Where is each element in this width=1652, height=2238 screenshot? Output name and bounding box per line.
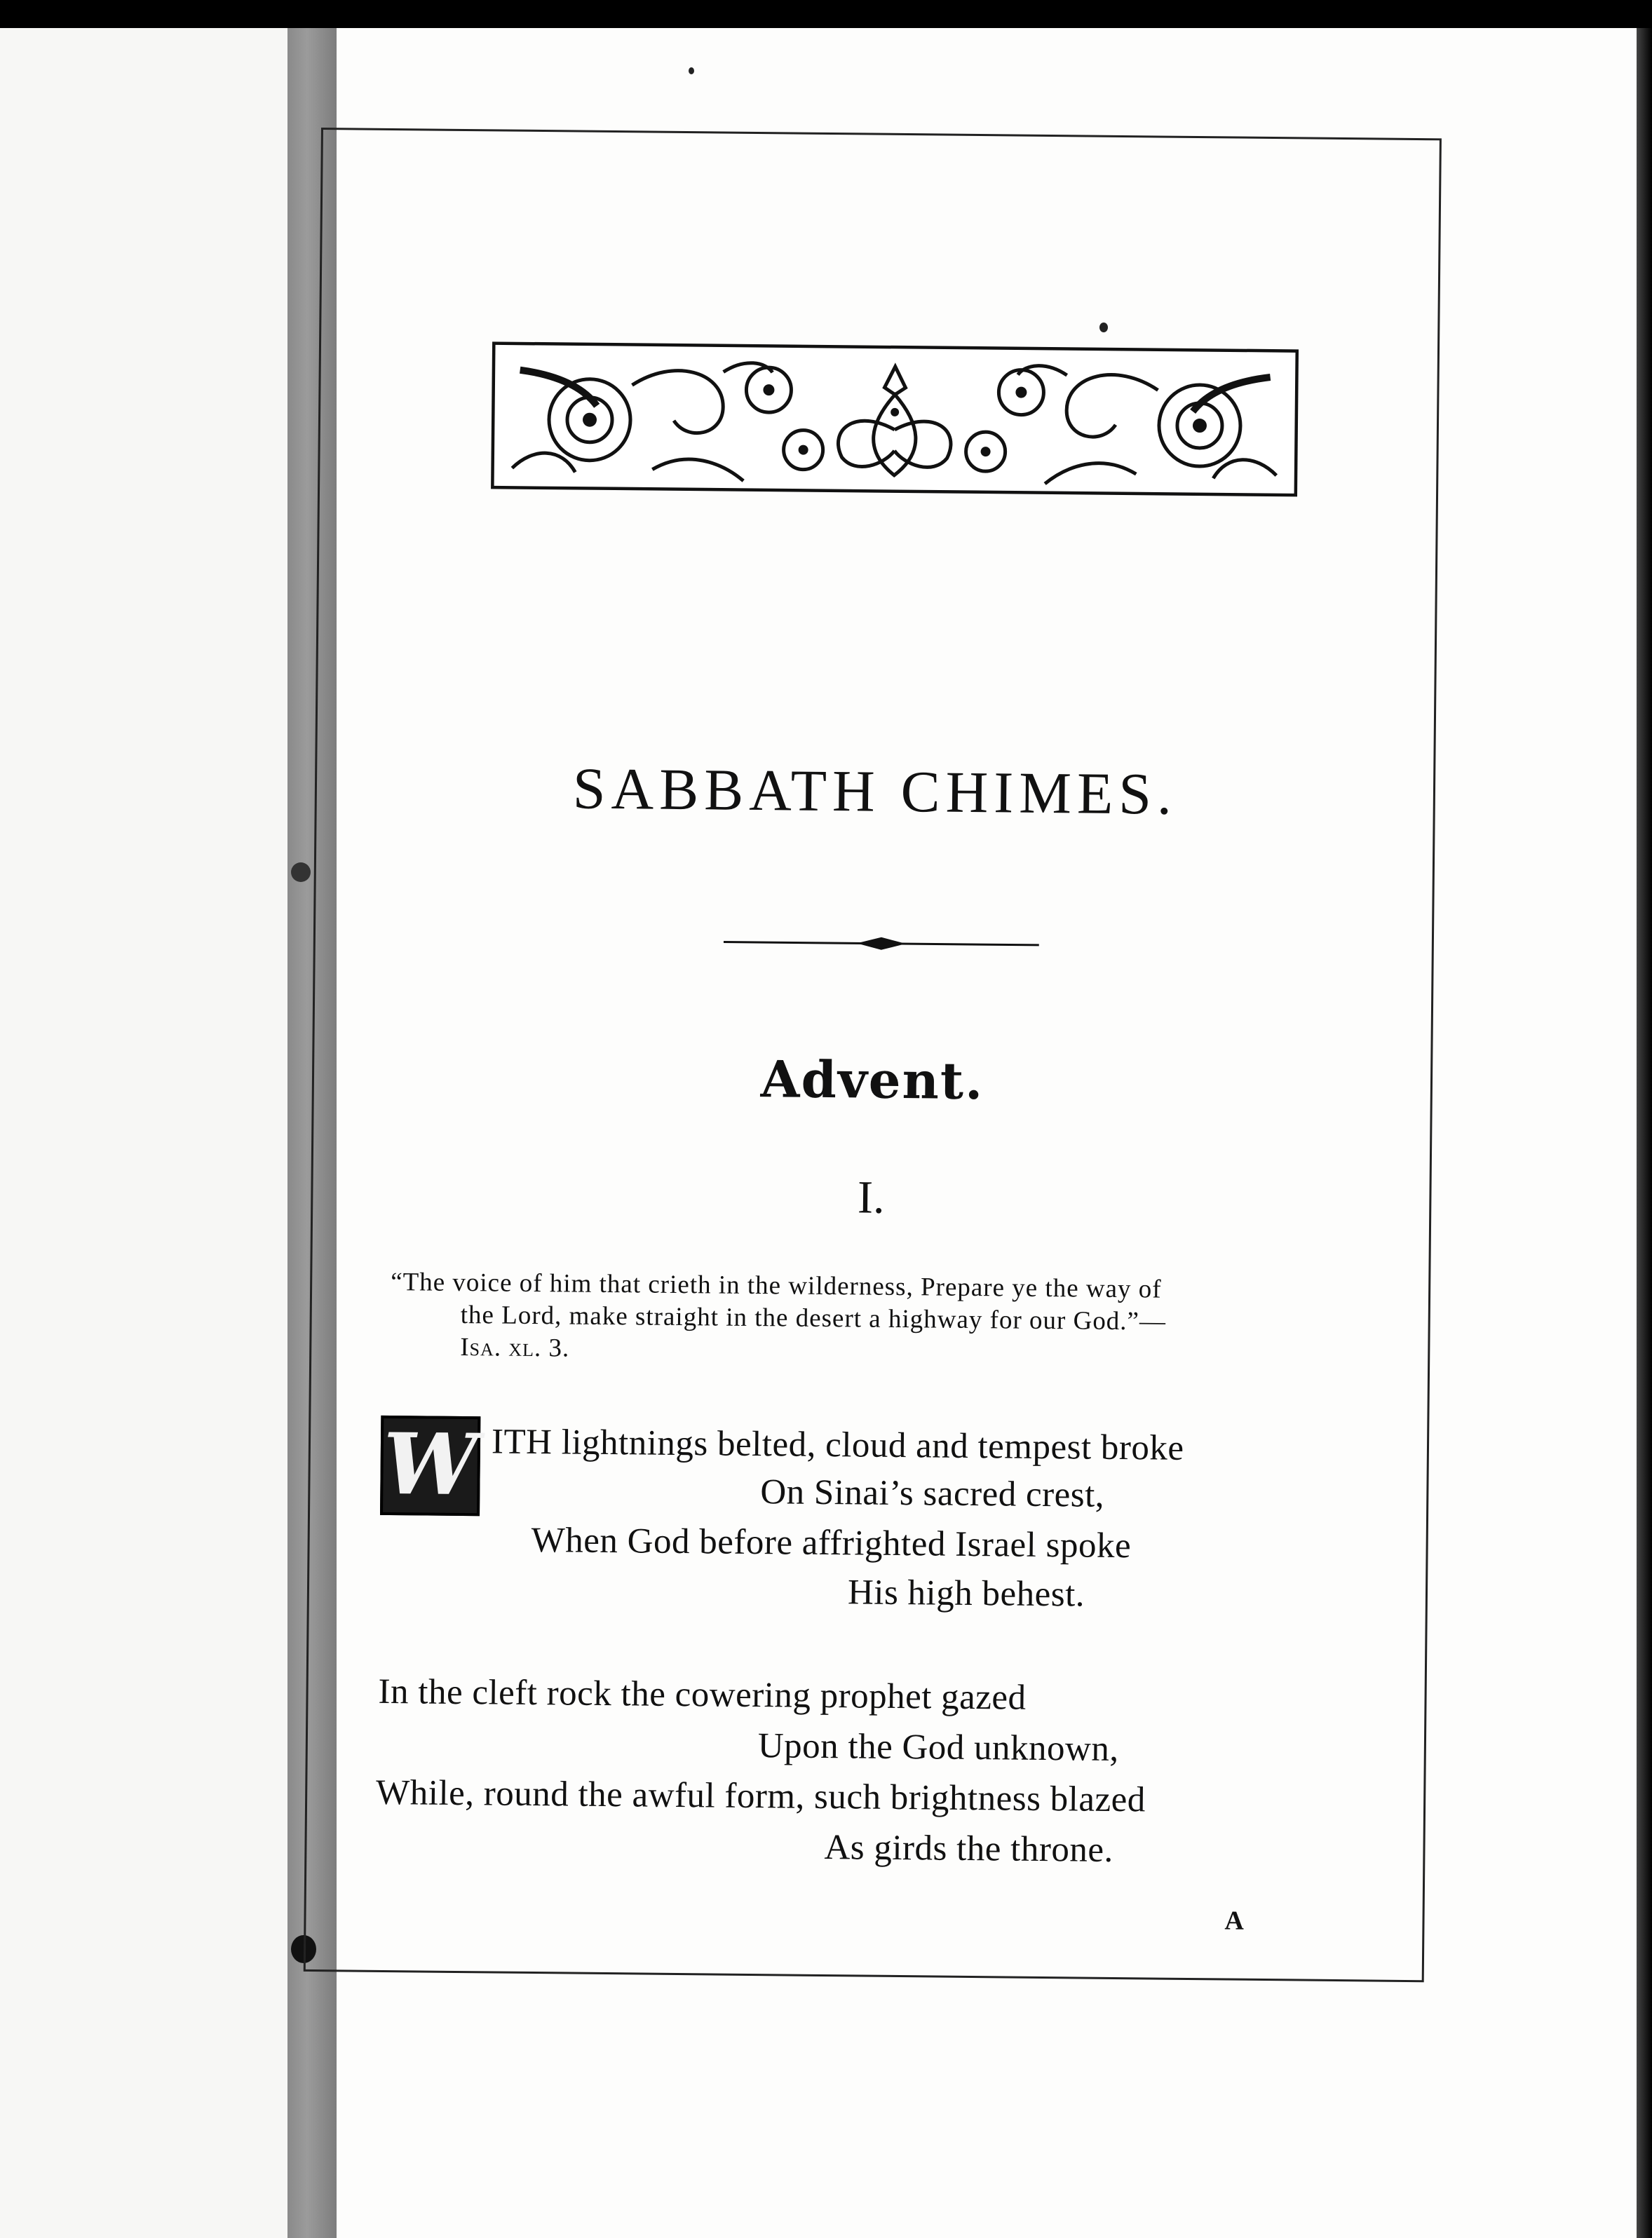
drop-cap: W	[380, 1416, 480, 1516]
section-title: Advent.	[760, 1049, 984, 1111]
epigraph-line: “The voice of him that crieth in the wilderness, Prepare ye the way of	[391, 1268, 1162, 1304]
verse-line: When God before affrighted Israel spoke	[531, 1520, 1132, 1566]
verse-line: On Sinai’s sacred crest,	[760, 1472, 1105, 1515]
ink-speck	[689, 67, 694, 74]
signature-mark: A	[1224, 1906, 1245, 1936]
printed-frame	[304, 128, 1442, 1982]
verse-line: Upon the God unknown,	[757, 1726, 1119, 1770]
gutter-spot	[291, 862, 311, 882]
verse-line: While, round the awful form, such brightness blazed	[375, 1772, 1146, 1820]
scan-top-edge	[0, 0, 1652, 28]
epigraph	[390, 1266, 1372, 1372]
book-title: SABBATH CHIMES.	[572, 756, 1178, 827]
verse-line: As girds the throne.	[824, 1828, 1114, 1870]
verse-line: His high behest.	[847, 1573, 1085, 1615]
verse-line: In the cleft rock the cowering prophet gazed	[378, 1671, 1027, 1718]
diamond-rule-ornament	[724, 932, 1039, 956]
scan-right-edge	[1637, 28, 1652, 2238]
epigraph-citation: Isa. xl. 3.	[460, 1332, 570, 1363]
poem-numeral: I.	[857, 1172, 885, 1223]
left-leaf	[0, 28, 287, 2238]
verse-line: ITH lightnings belted, cloud and tempest broke	[491, 1422, 1184, 1468]
floral-headpiece-ornament	[491, 341, 1299, 496]
epigraph-line: the Lord, make straight in the desert a highway for our God.”—	[460, 1300, 1167, 1336]
